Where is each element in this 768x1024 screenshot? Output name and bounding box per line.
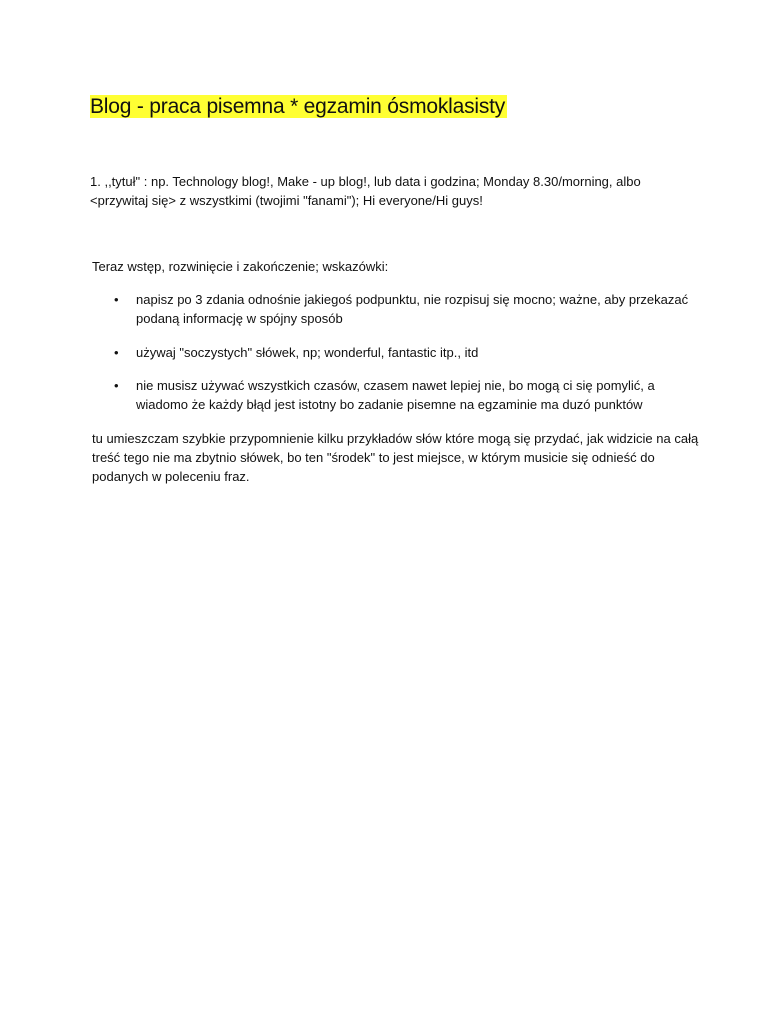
tip-line: podaną informację w spójny sposób (136, 311, 343, 326)
tip-line: napisz po 3 zdania odnośnie jakiegoś podpunktu, nie rozpisuj się mocno; ważne, aby przekazać (136, 292, 689, 307)
paragraph-line: 1. ,,tytuł" : np. Technology blog!, Make - up blog!, lub data i godzina; Monday 8.30/morning, albo (90, 174, 641, 189)
tip-line: nie musisz używać wszystkich czasów, czasem nawet lepiej nie, bo mogą ci się pomylić, a (136, 378, 655, 393)
paragraph-line: podanych w poleceniu fraz. (92, 469, 250, 484)
paragraph-line: Teraz wstęp, rozwinięcie i zakończenie; wskazówki: (92, 259, 389, 274)
tip-text (136, 376, 655, 414)
paragraph-line: tu umieszczam szybkie przypomnienie kilku przykładów słów które mogą się przydać, jak widzicie na całą (92, 431, 699, 446)
paragraph-vocabulary-note (92, 429, 698, 486)
paragraph-line: <przywitaj się> z wszystkimi (twojimi "fanami"); Hi everyone/Hi guys! (90, 193, 483, 208)
paragraph-title-instructions (90, 172, 641, 210)
bullet-icon: • (114, 292, 119, 307)
document-title (90, 92, 507, 122)
tip-text (136, 343, 478, 362)
tip-text (136, 290, 688, 328)
bullet-icon: • (114, 378, 119, 393)
paragraph-structure-intro (92, 257, 388, 276)
title-highlight: Blog - praca pisemna * egzamin ósmoklasisty (90, 95, 506, 118)
tip-line: używaj "soczystych" słówek, np; wonderful, fantastic itp., itd (136, 345, 479, 360)
bullet-icon: • (114, 345, 119, 360)
paragraph-line: treść tego nie ma zbytnio słówek, bo ten "środek" to jest miejsce, w którym musicie się odnieść do (92, 450, 655, 465)
tip-line: wiadomo że każdy błąd jest istotny bo zadanie pisemne na egzaminie ma duzó punktów (136, 397, 643, 412)
